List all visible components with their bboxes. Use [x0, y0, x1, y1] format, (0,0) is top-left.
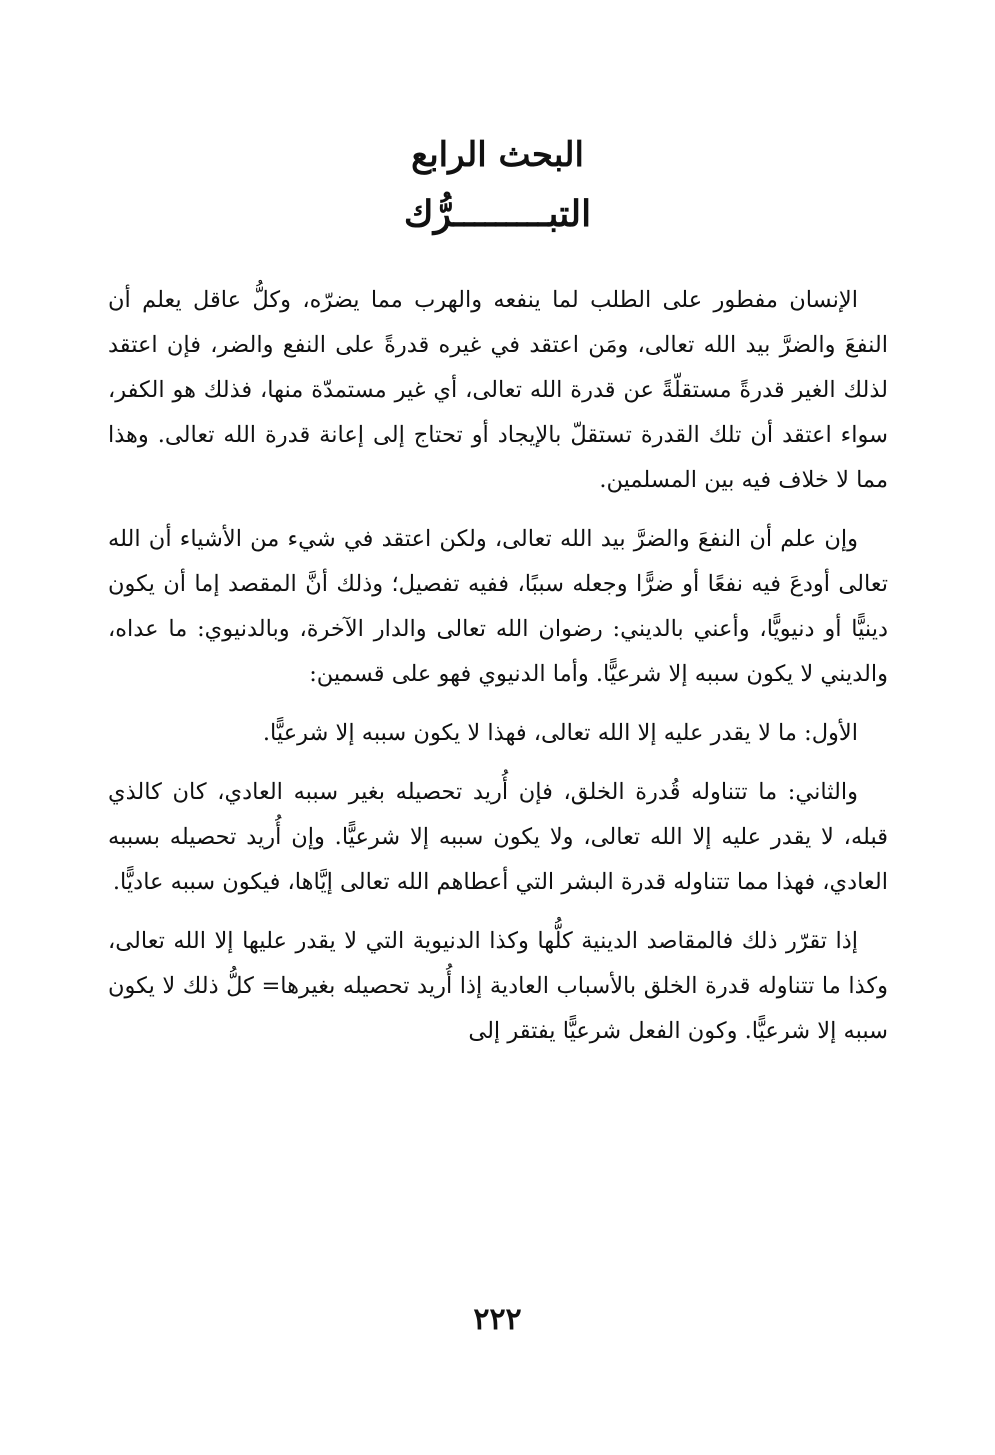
- page-number: ٢٢٢: [473, 1302, 522, 1337]
- body-text: [108, 278, 888, 1068]
- paragraph-4: والثاني: ما تتناوله قُدرة الخلق، فإن أُريد تحصيله بغير سببه العادي، كان كالذي قبله، لا يقدر عليه إلا الله تعالى، ولا يكون سببه إلا شرعيًّا. وإن أُريد تحصيله بسببه العادي، فهذا مما تتناوله قدرة البشر التي أعطاهم الله تعالى إيَّاها، فيكون سببه عاديًّا.: [108, 779, 888, 895]
- topic-title: التبـــــــــرُّك: [403, 193, 592, 235]
- paragraph-1: الإنسان مفطور على الطلب لما ينفعه والهرب مما يضرّه، وكلُّ عاقل يعلم أن النفعَ والضرَّ بيد الله تعالى، ومَن اعتقد في غيره قدرةً على النفع والضر، فإن اعتقد لذلك الغير قدرةً مستقلّةً عن قدرة الله تعالى، أي غير مستمدّة منها، فذلك هو الكفر، سواء اعتقد أن تلك القدرة تستقلّ بالإيجاد أو تحتاج إلى إعانة قدرة الله تعالى. وهذا مما لا خلاف فيه بين المسلمين.: [108, 287, 888, 493]
- paragraph-2: وإن علم أن النفعَ والضرَّ بيد الله تعالى، ولكن اعتقد في شيء من الأشياء أن الله تعالى أودعَ فيه نفعًا أو ضرًّا وجعله سببًا، ففيه تفصيل؛ وذلك أنَّ المقصد إما أن يكون دينيًّا أو دنيويًّا، وأعني بالديني: رضوان الله تعالى والدار الآخرة، وبالدنيوي: ما عداه، والديني لا يكون سببه إلا شرعيًّا. وأما الدنيوي فهو على قسمين:: [108, 526, 888, 687]
- section-title: البحث الرابع: [411, 135, 584, 175]
- paragraph-3: الأول: ما لا يقدر عليه إلا الله تعالى، فهذا لا يكون سببه إلا شرعيًّا.: [262, 720, 858, 746]
- paragraph-5: إذا تقرّر ذلك فالمقاصد الدينية كلُّها وكذا الدنيوية التي لا يقدر عليها إلا الله تعالى، وكذا ما تتناوله قدرة الخلق بالأسباب العادية إذا أُريد تحصيله بغيرها= كلُّ ذلك لا يكون سببه إلا شرعيًّا. وكون الفعل شرعيًّا يفتقر إلى: [108, 928, 888, 1044]
